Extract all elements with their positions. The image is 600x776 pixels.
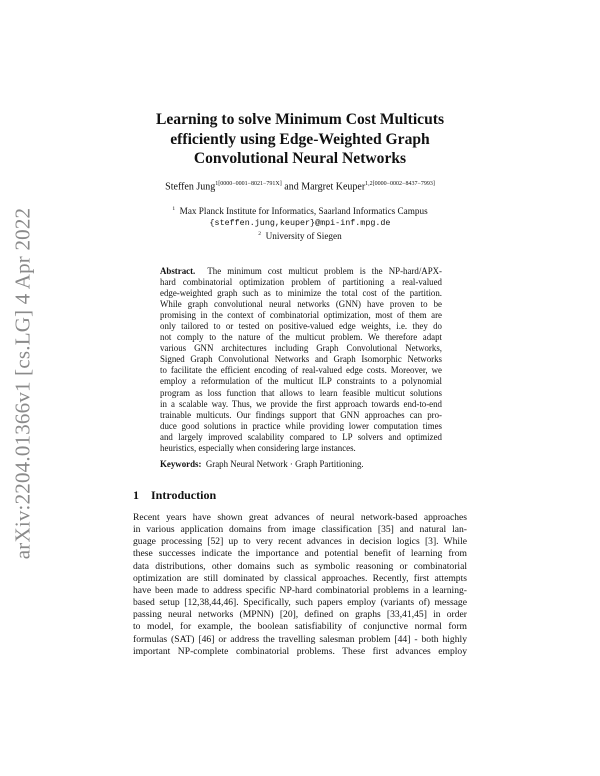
intro-line: optimization are still dominated by classical approaches. Recently, first attempts — [133, 572, 467, 584]
affiliation-line — [100, 229, 500, 243]
keywords-text: Graph Neural Network · Graph Partitioning. — [205, 459, 364, 469]
intro-line: passing neural networks (MPNN) [20], defined on graphs [33,41,45] in order — [133, 609, 467, 621]
affiliation-text: Max Planck Institute for Informatics, Saarland Informatics Campus — [179, 206, 428, 217]
abstract-line: trainable multicuts. Our findings support that GNN approaches can pro- — [160, 409, 442, 420]
intro-line: formulas (SAT) [46] or address the travelling salesman problem [44] - both highly — [133, 633, 467, 645]
intro-line: have been made to address specific NP-hard combinatorial problems in a learning- — [133, 584, 467, 596]
abstract-line: While graph convolutional neural networks (GNN) have proven to be — [160, 299, 442, 310]
author-name: Margret Keuper — [301, 181, 366, 193]
intro-line: to model, for example, the boolean satisfiability of conjunctive normal form — [133, 621, 467, 633]
abstract-line: program as loss function that allows to learn feasible multicut solutions — [160, 387, 442, 398]
affiliations — [100, 204, 500, 243]
section-title: Introduction — [151, 488, 217, 502]
abstract-line: in a scalable way. Thus, we provide the first approach towards end-to-end — [160, 398, 442, 409]
abstract-line: promising in the context of combinatorial optimization, most of them are — [160, 310, 442, 321]
author-orcid: 1,2[0000−0002−8437−7993] — [365, 181, 435, 187]
affiliation-line — [100, 204, 500, 218]
intro-line: in various application domains from image classification [35] and natural lan- — [133, 524, 467, 536]
keywords — [160, 459, 442, 469]
abstract-line: to facilitate the efficient encoding of real-valued edge costs. Moreover, we — [160, 365, 442, 376]
abstract-line: and largely improved scalability compared to LP solvers and optimized — [160, 431, 442, 442]
affiliation-text: University of Siegen — [265, 231, 342, 242]
abstract-line: employ a reformulation of the multicut ILP constraints to a polynomial — [160, 376, 442, 387]
intro-line: these successes indicate the importance and potential benefit of learning from — [133, 548, 467, 560]
author-orcid: 1[0000−0001−8021−791X] — [215, 181, 282, 187]
abstract-label: Abstract. — [160, 266, 196, 276]
abstract-line: heuristics, especially when considering large instances. — [160, 442, 356, 453]
intro-paragraph — [133, 512, 467, 658]
abstract-text: The minimum cost multicut problem is the NP-hard/APX- — [207, 266, 442, 276]
title-line: efficiently using Edge-Weighted Graph — [170, 130, 430, 148]
abstract-line: hard combinatorial optimization problem of partitioning a real-valued — [160, 277, 442, 288]
abstract-line: various GNN architectures including Graph Convolutional Networks, — [160, 343, 442, 354]
intro-line: data distributions, other domains such as symbolic reasoning or combinatorial — [133, 560, 467, 572]
abstract-line: edge-weighted graph such as to minimize the total cost of the partition. — [160, 288, 442, 299]
abstract — [160, 266, 442, 454]
section-heading — [133, 488, 216, 503]
section-number: 1 — [133, 488, 139, 502]
author-name: Steffen Jung — [165, 181, 216, 193]
abstract-line: duce good solutions in practice while providing lower computation times — [160, 420, 442, 431]
title-line: Convolutional Neural Networks — [193, 150, 407, 167]
author-list — [80, 181, 520, 192]
intro-line: Recent years have shown great advances of neural network-based approaches — [133, 512, 467, 523]
abstract-line: Signed Graph Convolutional Networks and Graph Isomorphic Networks — [160, 354, 442, 365]
title-line: Learning to solve Minimum Cost Multicuts — [155, 111, 445, 128]
keywords-label: Keywords: — [160, 459, 202, 469]
author-conjunction: and — [284, 181, 299, 193]
affiliation-mark: 2 — [258, 231, 262, 238]
abstract-line: not comply to the nature of the multicut problem. We therefore adapt — [160, 332, 442, 343]
affiliation-mark: 1 — [172, 206, 176, 212]
abstract-line — [160, 266, 442, 277]
arxiv-sidebar — [6, 208, 40, 558]
intro-line: guage processing [52] up to very recent advances in decision logics [3]. While — [133, 536, 467, 548]
paper-title — [100, 110, 500, 169]
author-email: {steffen.jung,keuper}@mpi-inf.mpg.de — [209, 217, 391, 228]
intro-line: important NP-complete combinatorial problems. These first advances employ — [133, 645, 467, 657]
abstract-line: only tailored to or tested on positive-valued edge weights, i.e. they do — [160, 321, 442, 332]
arxiv-identifier: arXiv:2204.01366v1 [cs.LG] 4 Apr 2022 — [10, 207, 35, 559]
intro-line: based setup [12,38,44,46]. Specifically, such papers employ (variants of) message — [133, 597, 467, 609]
